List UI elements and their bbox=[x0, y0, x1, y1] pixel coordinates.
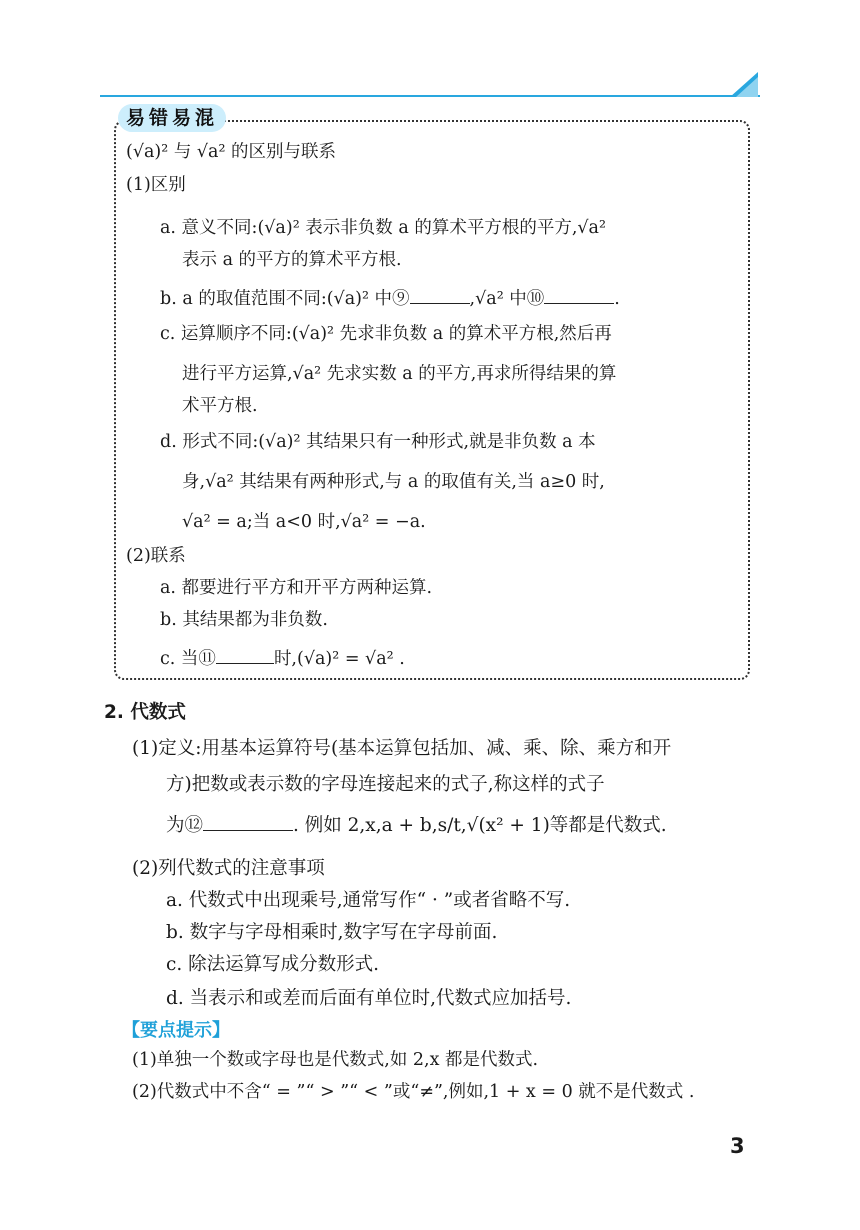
note-a: a. 代数式中出现乘号,通常写作“ · ”或者省略不写. bbox=[166, 890, 571, 911]
relation-c-text: c. 当⑪ bbox=[160, 649, 216, 669]
definition-line2: 方)把数或表示数的字母连接起来的式子,称这样的式子 bbox=[166, 774, 605, 795]
note-b: b. 数字与字母相乘时,数字写在字母前面. bbox=[166, 922, 498, 943]
note-d: d. 当表示和或差而后面有单位时,代数式应加括号. bbox=[166, 988, 572, 1009]
key-point-1: (1)单独一个数或字母也是代数式,如 2,x 都是代数式. bbox=[132, 1050, 539, 1070]
diff-d-line3: √a² = a;当 a<0 时,√a² = −a. bbox=[182, 512, 426, 532]
section-relation: (2)联系 bbox=[126, 546, 186, 566]
relation-c bbox=[160, 645, 405, 671]
diff-d-line1: d. 形式不同:(√a)² 其结果只有一种形式,就是非负数 a 本 bbox=[160, 432, 596, 452]
blank-10 bbox=[544, 285, 614, 304]
diff-d-line2: 身,√a² 其结果有两种形式,与 a 的取值有关,当 a≥0 时, bbox=[182, 472, 605, 492]
box-title: (√a)² 与 √a² 的区别与联系 bbox=[126, 142, 337, 162]
definition-examples: . 例如 2,x,a + b,s/t,√(x² + 1)等都是代数式. bbox=[293, 815, 667, 836]
corner-triangle-icon bbox=[730, 72, 760, 98]
blank-12 bbox=[203, 812, 293, 831]
notes-title: (2)列代数式的注意事项 bbox=[132, 858, 325, 879]
section-2-heading: 2. 代数式 bbox=[104, 702, 186, 723]
definition-line3 bbox=[166, 812, 667, 839]
relation-b: b. 其结果都为非负数. bbox=[160, 610, 328, 630]
diff-c-line1: c. 运算顺序不同:(√a)² 先求非负数 a 的算术平方根,然后再 bbox=[160, 324, 612, 344]
relation-a: a. 都要进行平方和开平方两种运算. bbox=[160, 578, 433, 598]
blank-9 bbox=[410, 285, 470, 304]
key-points-title: 【要点提示】 bbox=[122, 1020, 230, 1041]
note-c: c. 除法运算写成分数形式. bbox=[166, 954, 380, 975]
definition-prefix: 为⑫ bbox=[166, 815, 204, 836]
diff-c-line3: 术平方根. bbox=[182, 396, 258, 416]
relation-c-end: 时,(√a)² = √a² . bbox=[273, 649, 405, 669]
diff-c-line2: 进行平方运算,√a² 先求实数 a 的平方,再求所得结果的算 bbox=[182, 364, 617, 384]
header-rule bbox=[100, 95, 760, 97]
definition-line1: (1)定义:用基本运算符号(基本运算包括加、减、乘、除、乘方和开 bbox=[132, 738, 672, 759]
diff-b-end: . bbox=[614, 289, 620, 309]
key-point-2: (2)代数式中不含“ = ”“ > ”“ < ”或“≠”,例如,1 + x = 0 就不是代数式 . bbox=[132, 1082, 695, 1102]
diff-a-line2: 表示 a 的平方的算术平方根. bbox=[182, 250, 402, 270]
diff-a-line1: a. 意义不同:(√a)² 表示非负数 a 的算术平方根的平方,√a² bbox=[160, 218, 606, 238]
diff-b-text: b. a 的取值范围不同:(√a)² 中⑨ bbox=[160, 289, 410, 309]
blank-11 bbox=[216, 645, 274, 664]
box-badge: 易错易混 bbox=[118, 104, 226, 132]
section-difference: (1)区别 bbox=[126, 175, 186, 195]
diff-b-line bbox=[160, 285, 620, 311]
page-number: 3 bbox=[730, 1134, 745, 1158]
diff-b-mid: ,√a² 中⑩ bbox=[469, 289, 545, 309]
